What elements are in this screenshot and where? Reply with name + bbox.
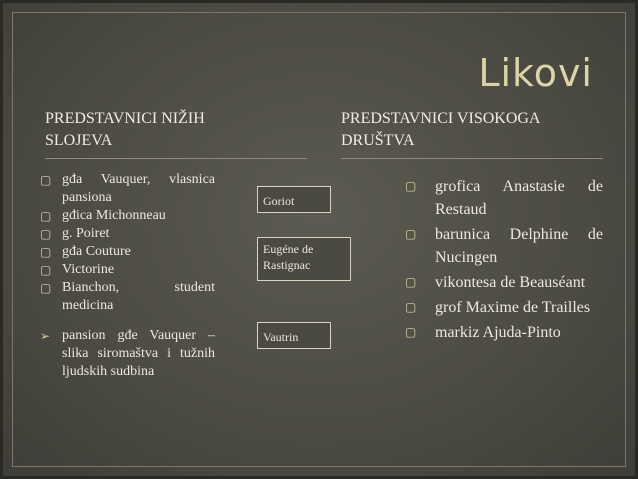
list-item (40, 171, 215, 207)
square-bullet-icon: ▢ (40, 227, 52, 241)
left-heading-line1: PREDSTAVNICI NIŽIH (45, 110, 205, 127)
list-item-text: markiz Ajuda-Pinto (435, 324, 561, 341)
square-bullet-icon: ▢ (405, 300, 417, 314)
left-column-heading (45, 108, 307, 159)
character-box-label-line2: Rastignac (263, 258, 311, 272)
character-box-label: Goriot (263, 194, 295, 208)
list-item (405, 271, 603, 294)
character-box-label-line1: Eugéne de (263, 242, 314, 256)
list-item-text: grofica Anastasie de Restaud (435, 178, 603, 218)
list-item-text: gđa Vauquer, vlasnica pansiona (62, 172, 215, 205)
list-sub-item (40, 327, 215, 381)
list-item (40, 243, 215, 261)
right-heading-line2: DRUŠTVA (341, 132, 415, 149)
list-item (405, 175, 603, 221)
square-bullet-icon: ▢ (405, 227, 417, 241)
list-item-text: barunica Delphine de Nucingen (435, 226, 603, 266)
slide-title: Likovi (478, 51, 593, 95)
list-item (405, 223, 603, 269)
lower-class-list (40, 171, 215, 381)
list-item (40, 207, 215, 225)
list-item-text: gđica Michonneau (62, 208, 166, 223)
square-bullet-icon: ▢ (40, 245, 52, 259)
list-sub-item-text: pansion gđe Vauquer – slika siromaštva i tužnih ljudskih sudbina (62, 328, 215, 379)
list-spacer (40, 315, 215, 327)
character-box-label: Vautrin (263, 330, 299, 344)
square-bullet-icon: ▢ (40, 209, 52, 223)
upper-class-list (405, 175, 603, 346)
square-bullet-icon: ▢ (405, 325, 417, 339)
list-item (405, 321, 603, 344)
character-box-rastignac (257, 237, 351, 281)
list-item-text: Bianchon, student medicina (62, 280, 215, 313)
list-item-text: gđa Couture (62, 244, 131, 259)
right-column-heading (341, 108, 603, 159)
character-box-vautrin (257, 322, 331, 349)
list-item-text: Victorine (62, 262, 115, 277)
list-item-text: vikontesa de Beauséant (435, 274, 586, 291)
list-item (40, 225, 215, 243)
square-bullet-icon: ▢ (405, 179, 417, 193)
arrow-bullet-icon: ➢ (40, 329, 51, 343)
square-bullet-icon: ▢ (40, 173, 52, 187)
list-item (40, 261, 215, 279)
square-bullet-icon: ▢ (405, 275, 417, 289)
square-bullet-icon: ▢ (40, 281, 52, 295)
left-heading-line2: SLOJEVA (45, 132, 113, 149)
right-heading-line1: PREDSTAVNICI VISOKOGA (341, 110, 541, 127)
square-bullet-icon: ▢ (40, 263, 52, 277)
list-item (405, 296, 603, 319)
list-item (40, 279, 215, 315)
list-item-text: g. Poiret (62, 226, 110, 241)
character-box-goriot (257, 186, 331, 213)
list-item-text: grof Maxime de Trailles (435, 299, 591, 316)
